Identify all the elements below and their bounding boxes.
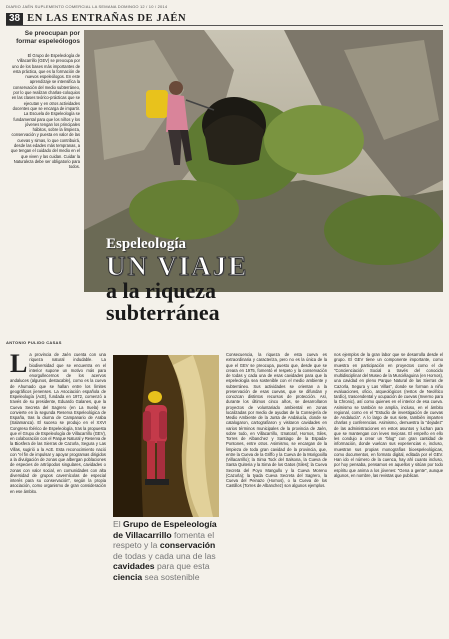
caption-bold-4: ciencia [113,571,143,582]
sidebar-body: El Grupo de Espeleología de Villacarrillo (GEV) se preocupa por uno de los bases más importantes de esta práctica, que es la formación de nuevos espeleólogos. En este aprendizaje se intensifica la conservación del medio subterráneo, por lo que realizan charlas-coloquios en las clases teórico-prácticas que se ejecutan y en otros actividades docentes que se encarga de impartir. La Escuela de Espeleología se fundamental para que los niños y los jóvenes tengan los principales hábitos, sobre la limpieza, conservación y puesta en valor de las cuevas y simas, lo que contribuirá, desde las edades más tempranas, a que tengan el cuidado del medio en el que viven y las cuidan. Cuidar la Naturaleza debe ser obligatorio para todos. [10,53,80,170]
inline-photo-caver [113,355,219,517]
caption-text-5: sea sostenible [142,571,200,582]
headline-line3: subterránea [106,300,220,325]
caption-bold-3: cavidades [113,561,155,571]
article-column-2: Consecuencia, la riqueza de esta cueva es extraordinaria y caracteriza, pero no es la única de la que el GEV se preocupa, puesto que, desde que se creara en 1975, fomentó el respeto y la conservación de todas y cada una de esas cavidades para que la espeleología sea sostenible con el medio ambiente y subterráneo. Sus actividades se orientan a la preservación de esas cuevas, que se difundan y conozcan distintos recursos de protección. Así, durante los últimos cinco años, se desarrollaron proyectos de voluntariado ambiental en zonas localizadas por medio de ayudas de la Consejería de Medio Ambiente de la Junta de Andalucía, donde se catalogaron, cartografiaron y visitaron cavidades en varios términos municipales de la provincia de Jaén, sobre todo, en Villacarrillo, Iznatoraf, Hornos, Siles, Torres de Albanchez y Santiago de la Espada-Pontones, entre otros. Asimismo, se encargan de la limpieza de toda gran cavidad de la provincia, que, entre la Cueva de la Griffo y la Cueva de la Morigoxilla (Villacarrillo); la Sima Tock del Salsona, la Cueva de Santa Quiteria y la Sima de los Gatos (Siles); la Cueva Secreta del Poyo Mangullo y la Cueva Moreno (Cazorla); la tyada Cueva Secreta del Sagrero, la Cueva del Peinazo (Hornos), o la Cueva de los Castillos (Torres de Albanchez) son algunos ejemplos. [226,352,327,489]
column-1-text: a provincia de Jaén cuenta con una riqueza natural indudable. La biodiversidad que se encuentra en el interior supone un motivo más para enorgullecernos de los acervos andaluces (algunos, destacable), como es la cueva de Ahumado que se hallan entre los límites geográficos jienenses. La Asociación española de Espeleología (AcE), fundada en 1972, comenzó a través de su presidente, Eduardo Galanes, que la Cueva Secreta del Sagrero (en La Iruela) se convierte en la segunda Reserva Espeleológica de España, tras la diurna de Campanario de Araba (Salamanca). El suceso se produjo en el XXVI Congreso Ibérico de Espeleología, tras la propuesta que el Grupo de Espeleología de Villacarrillo (GEV), en colaboración con el Parque Natural y Reserva de la Biosfera de las Sierras de Cazorla, Segura y Las Villas, sugirió a la AcE. Esta reconocimiento nació con "el fin de impulsar y apoyar programas dirigidos a la divulgación de zonas que albergan poblaciones de especies de artrópodos singulares, cavidades o zonas con valor social, en comunidades con alta diversidad de grupos cavernícolas de especial interés para su conservación", según la propia asociación, como organismo de gran consideración en ese ámbito. [10,352,106,494]
inline-photo-svg [113,355,219,517]
caption-text-4: para que esta [154,561,210,571]
dropcap: L [10,349,28,378]
byline: ANTONIO PULIDO CASAS [6,340,62,345]
headline-block [106,236,443,324]
headline-main: UN VIAJE [106,251,249,281]
headline-line2: a la riqueza [106,278,216,303]
headline-kicker: Espeleología [106,236,187,252]
caption-bold-2: conservación [159,540,216,550]
article-column-3: nos ejemplos de la gran labor que se desarrolla desde el grupo. El GEV tiene un componente importante, como muestra en participación en proyectos como el de "Concienciación Social a través del conocido multidisciplinar del Museo de la Murciélaguina (en Hornos), una cavidad en pleno Parque Natural de las Sierras de Cazorla, Segura y Las Villas", donde se forman a niño evaluaciones, oficio, arqueológicos (restos de Neolítico tardío), trascendental y ocupación de cuevas (Inverno para la Chronic), así como quienes en el interior de esa cueva. Asimismo se tambión se amplía, incluso, en el ámbito regional, como en el "Estudio de investigación de cuevas de Andalucía". A lo largo de sus siete, también imparten charlas y conferencias. Asimismo, demuestra la "dejadez" de las administraciones en estos asuntos y luchan para que se mantengan con leves mejoras. El empeño en ello les condujo a crear un "blog" con gran cantidad de información, donde vuelcan sus experiencias e, incluso, muestran sus propias monografías bioespeleológicas, como documentos, en formato digital, editada por el GEV. Han ido el número de la cuenca, hay ahí cuanto incluso, por hoy pensaba, pensamos en aquellos y sitúan por todo espíritu que anima a los jóvenes: "Gena a gente", aunque algunos, en nombre, las revistas que publican. [334,352,443,478]
section-header [6,12,443,26]
photo-caption [113,519,222,582]
sidebar-column [6,30,80,292]
caption-text-1: El [113,519,124,529]
caption-text-3: de todas y cada una de las [113,550,216,561]
sidebar-heading: Se preocupan por formar espeleólogos [16,30,80,45]
page-number: 38 [6,13,23,25]
caption-bold-1: Grupo de Espeleología de Villacarrillo [113,519,217,540]
caption-text-2: fomenta el respeto y la [113,529,215,550]
issue-topline: DIARIO JAÉN SUPLEMENTO COMERCIAL LA SEMANA DOMINGO 12 / 10 / 2014 [6,4,168,9]
article-column-1 [10,349,106,494]
section-title: EN LAS ENTRAÑAS DE JAÉN [27,13,187,24]
